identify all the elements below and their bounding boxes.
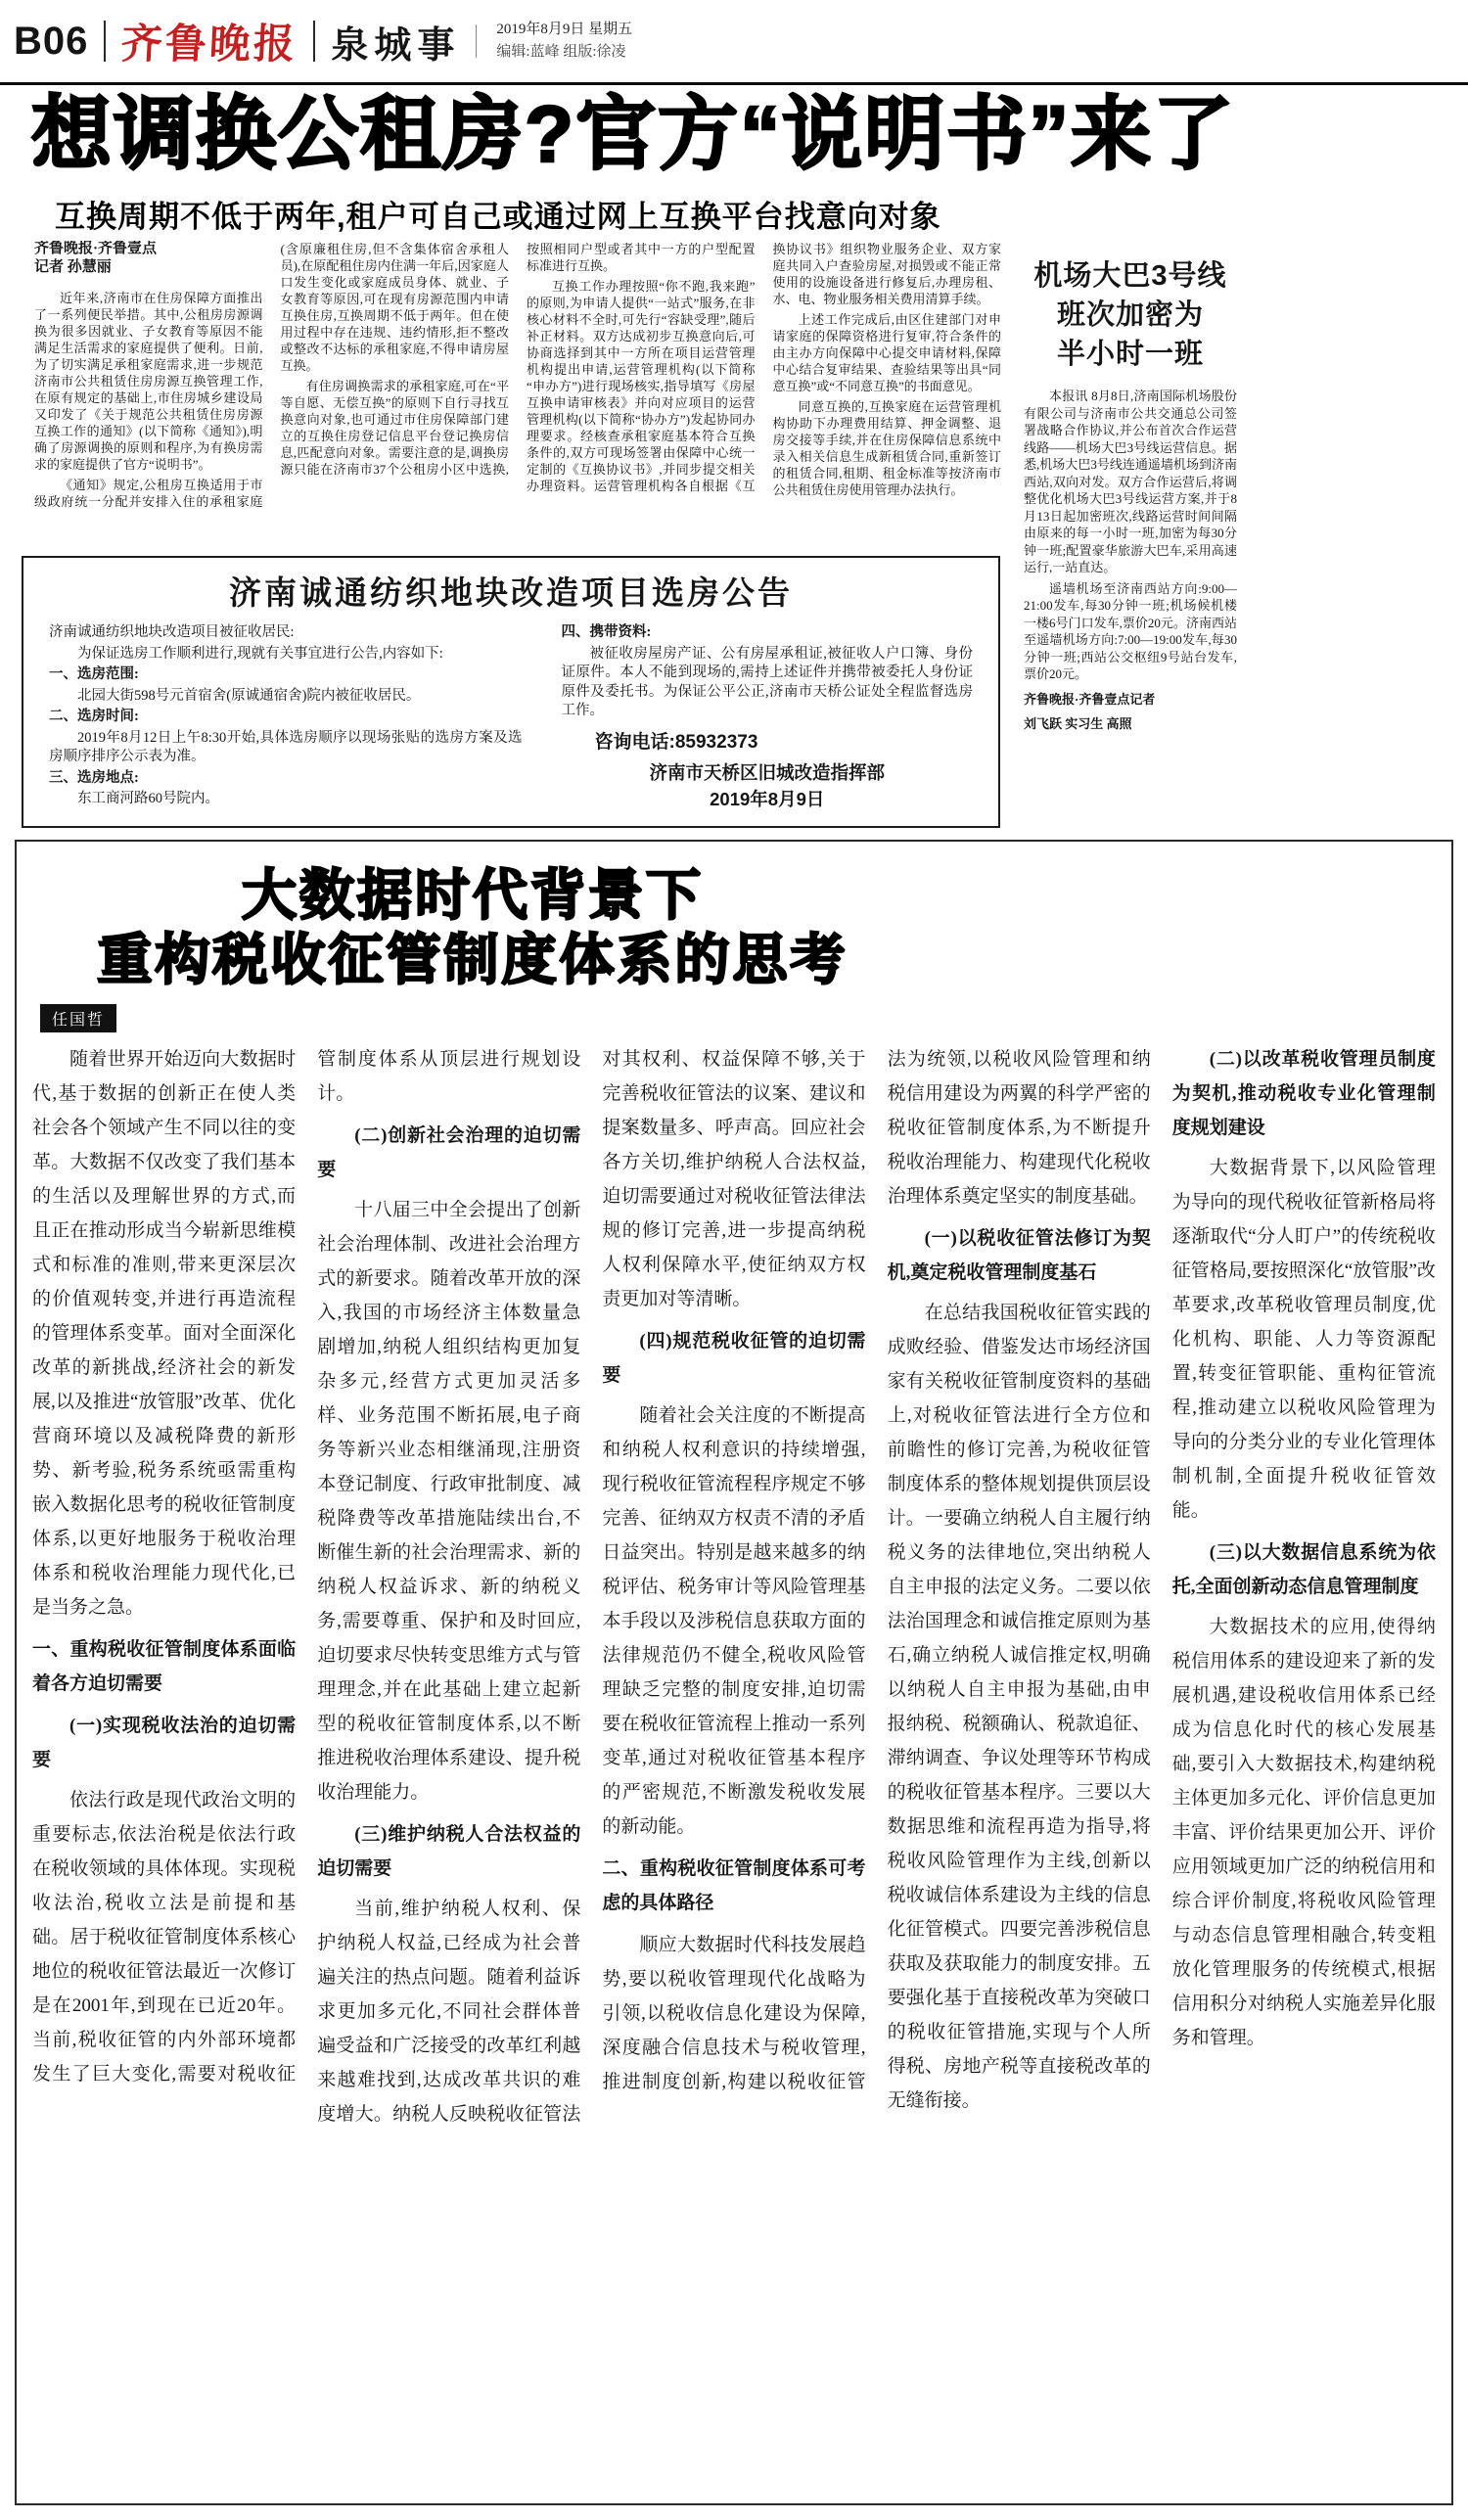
notice-left-column bbox=[49, 623, 523, 812]
lead-article-paragraph: 有住房调换需求的承租家庭,可在“平等自愿、无偿互换”的原则下自行寻找互换意向对象,也可通过市住房保障部门建立的互换住房登记信息平台登记换房信息,匹配意向对象。需要注意的是,调换房源只能在济南市37个公租房小区中选换,按照相同户型或者其中一方的户型配置标准进行互换。 bbox=[280, 242, 756, 477]
essay-paragraph: 随着社会关注度的不断提高和纳税人权利意识的持续增强,现行税收征管流程程序规定不够完善、征纳双方权责不清的矛盾日益突出。特别是越来越多的纳税评估、税务审计等风险管理基本手段以及涉税信息获取方面的法律规范仍不健全,税收风险管理缺乏完整的制度安排,迫切需要在税收征管流程上推动一系列变革,通过对税收征管基本程序的严密规范,不断激发税收发展的新动能。 bbox=[602, 1405, 866, 1837]
masthead-divider-icon bbox=[476, 24, 477, 58]
staff-credits: 编辑:蓝峰 组版:徐凌 bbox=[496, 44, 626, 60]
side-article-paragraph: 刘飞跃 实习生 高照 bbox=[1024, 716, 1132, 731]
essay-paragraph: (四)规范税收征管的迫切需要 bbox=[602, 1331, 866, 1386]
lead-headline: 想调换公租房?官方“说明书”来了 bbox=[31, 90, 1236, 179]
notice-signature-date: 2019年8月9日 bbox=[710, 789, 825, 809]
notice-paragraph: 四、携带资料: bbox=[561, 624, 652, 640]
masthead-rule bbox=[0, 82, 1468, 85]
lead-article-paragraph: 《通知》规定,公租房互换适用于市级政府统一分配并安排入住的承租家庭(含原廉租住房,但不含集体宿舍承租人员),在原配租住房内住满一年后,因家庭人口发生变化或家庭成员身体、就业、子女教育等原因,可在现有房源范围内申请互换住房,互换周期不低于两年。但在使用过程中存在违规、违约情形,拒不整改或整改不达标的承租家庭,不得申请房屋互换。 bbox=[34, 242, 509, 509]
essay-paragraph: 十八届三中全会提出了创新社会治理体制、改进社会治理方式的新要求。随着改革开放的深入,我国的市场经济主体数量急剧增加,纳税人组织结构更加复杂多元,经营方式更加灵活多样、业务范围不断拓展,电子商务等新兴业态相继涌现,注册资本登记制度、行政审批制度、减税降费等改革措施陆续出台,不断催生新的社会治理需求、新的纳税人权益诉求、新的纳税义务,需要尊重、保护和及时回应,迫切要求尽快转变思维方式与管理理念,并在此基础上建立起新型的税收征管制度体系,以不断推进税收治理体系建设、提升税收治理能力。 bbox=[317, 1200, 581, 1803]
lead-article-paragraph: 互换工作办理按照“你不跑,我来跑”的原则,为申请人提供“一站式”服务,在非核心材料不全时,可先行“容缺受理”,随后补正材料。双方达成初步互换意向后,可协商选择到其中一方所在项目运营管理机构提出申请,运营管理机构(以下简称“申办方”)进行现场核实,指导填写《房屋互换申请审核表》并向对应项目的运营管理机构(以下简称“协办方”)发起协同办理要求。经核查承租家庭基本符合互换条件的,双方可现场签署由保障中心统一定制的《互换协议书》,并同步提交相关办理资料。运营管理机构各自根据《互换协议书》组织物业服务企业、双方家庭共同入户查验房屋,对损毁或不能正常使用的设施设备进行修复后,办理房租、水、电、物业服务相关费用清算手续。 bbox=[527, 242, 1001, 493]
essay-paragraph: 顺应大数据时代科技发展趋势,要以税收管理现代化战略为引领,以税收信息化建设为保障,深度融合信息技术与税收管理,推进制度创新,构建以税收征管法为统领,以税收风险管理和纳税信用建设为两翼的科学严密的税收征管制度体系,为不断提升税收治理能力、构建现代化税收治理体系奠定坚实的制度基础。 bbox=[602, 1049, 1151, 2092]
essay-paragraph: (二)以改革税收管理员制度为契机,推动税收专业化管理制度规划建设 bbox=[1171, 1049, 1436, 1138]
masthead-divider-icon bbox=[313, 21, 315, 62]
essay-paragraph: (一)实现税收法治的迫切需要 bbox=[32, 1716, 297, 1770]
lead-article-paragraph: 记者 孙慧丽 bbox=[34, 259, 112, 275]
essay-paragraph: 二、重构税收征管制度体系可考虑的具体路径 bbox=[602, 1858, 866, 1913]
notice-paragraph: 被征收房屋房产证、公有房屋承租证,被征收人户口簿、身份证原件。本人不能到现场的,需持上述证件并携带被委托人身份证原件及委托书。为保证公平公正,济南市天桥公证处全程监督选房工作。 bbox=[561, 645, 973, 718]
notice-paragraph: 三、选房地点: bbox=[49, 769, 139, 786]
masthead-divider-icon bbox=[104, 21, 106, 62]
side-article-body bbox=[1024, 388, 1237, 733]
masthead bbox=[14, 12, 1454, 70]
date-block bbox=[496, 19, 632, 65]
essay-paragraph: 一、重构税收征管制度体系面临着各方迫切需要 bbox=[32, 1639, 297, 1694]
essay-paragraph: (三)维护纳税人合法权益的迫切需要 bbox=[317, 1824, 581, 1879]
notice-paragraph: 为保证选房工作顺利进行,现就有关事宜进行公告,内容如下: bbox=[77, 645, 443, 662]
essay-paragraph: 在总结我国税收征管实践的成败经验、借鉴发达市场经济国家有关税收征管制度资料的基础上,对税收征管法进行全方位和前瞻性的修订完善,为税收征管制度体系的整体规划提供顶层设计。一要确立纳税人自主履行纳税义务的法律地位,突出纳税人自主申报的法定义务。二要以依法治国理念和诚信推定原则为基石,确立纳税人诚信推定权,明确以纳税人自主申报为基础,由申报纳税、税额确认、税款追征、滞纳调查、争议处理等环节构成的税收征管基本程序。三要以大数据思维和流程再造为指导,将税收风险管理作为主线,创新以税收诚信体系建设为主线的信息化征管模式。四要完善涉税信息获取及获取能力的制度安排。五要强化基于直接税改革为突破口的税收征管措施,实现与个人所得税、房地产税等直接税改革的无缝衔接。 bbox=[887, 1303, 1151, 2111]
side-article-paragraph: 齐鲁晚报·齐鲁壹点记者 bbox=[1024, 691, 1156, 707]
essay-paragraph: 随着世界开始迈向大数据时代,基于数据的创新正在使人类社会各个领域产生不同以往的变革。大数据不仅改变了我们基本的生活以及理解世界的方式,而且正在推动形成当今崭新思维模式和标准的准则,带来更深层次的价值观转变,并进行再造流程的管理体系变革。面对全面深化改革的新挑战,经济社会的新发展,以及推进“放管服”改革、优化营商环境以及减税降费的新形势、新考验,税务系统亟需重构嵌入数据化思考的税收征管制度体系,以更好地服务于税收治理体系和税收治理能力现代化,已是当务之急。 bbox=[32, 1049, 297, 1618]
notice-paragraph: 一、选房范围: bbox=[49, 666, 139, 682]
notice-title: 济南诚通纺织地块改造项目选房公告 bbox=[229, 574, 793, 611]
notice-box bbox=[22, 556, 1000, 828]
notice-paragraph: 2019年8月12日上午8:30开始,具体选房顺序以现场张贴的选房方案及选房顺序排序公示表为准。 bbox=[49, 729, 523, 764]
essay-paragraph: (二)创新社会治理的迫切需要 bbox=[317, 1125, 581, 1180]
notice-right-column bbox=[562, 623, 973, 812]
lead-article-paragraph: 同意互换的,互换家庭在运营管理机构协助下办理费用结算、押金调整、退房交接等手续,并在住房保障信息系统中录入相关信息生成新租赁合同,重新签订的租赁合同,租期、租金标准等按济南市公共租赁住房使用管理办法执行。 bbox=[772, 399, 1001, 497]
issue-date: 2019年8月9日 星期五 bbox=[496, 21, 633, 37]
lead-article-body bbox=[34, 241, 1001, 556]
side-article-paragraph: 本报讯 8月8日,济南国际机场股份有限公司与济南市公共交通总公司签署战略合作协议,并公布首次合作运营线路——机场大巴3号线运营信息。据悉,机场大巴3号线连通遥墙机场到济南西站,双向对发。双方合作运营后,将调整优化机场大巴3号线运营方案,并于8月13日起加密班次,线路运营时间间隔由原来的每一小时一班,加密为每30分钟一班;配置豪华旅游大巴车,采用高速运行,一站直达。 bbox=[1024, 389, 1237, 574]
side-article bbox=[1024, 256, 1237, 826]
notice-columns bbox=[49, 623, 973, 812]
essay-paragraph: (一)以税收征管法修订为契机,奠定税收管理制度基石 bbox=[887, 1228, 1151, 1283]
essay-body bbox=[32, 1042, 1436, 2459]
lead-article-paragraph: 齐鲁晚报·齐鲁壹点 bbox=[34, 241, 158, 256]
essay-title-line2: 重构税收征管制度体系的思考 bbox=[97, 929, 849, 990]
lead-subheadline: 互换周期不低于两年,租户可自己或通过网上互换平台找意向对象 bbox=[55, 200, 941, 234]
essay-author-badge: 任国哲 bbox=[40, 1004, 116, 1032]
notice-right-items bbox=[562, 623, 973, 721]
essay-title-block bbox=[32, 863, 913, 992]
page-number: B06 bbox=[14, 19, 89, 63]
notice-paragraph: 北园大街598号元首宿舍(原诚通宿舍)院内被征收居民。 bbox=[77, 687, 421, 704]
notice-paragraph: 二、选房时间: bbox=[49, 709, 139, 724]
essay-paragraph: (三)以大数据信息系统为依托,全面创新动态信息管理制度 bbox=[1171, 1542, 1436, 1597]
side-headline-line: 机场大巴3号线 bbox=[1033, 260, 1227, 292]
notice-signature bbox=[562, 759, 973, 812]
essay-box bbox=[15, 840, 1453, 2505]
essay-paragraph: 大数据技术的应用,使得纳税信用体系的建设迎来了新的发展机遇,建设税收信用体系已经成为信息化时代的核心发展基础,要引入大数据技术,构建纳税主体更加多元化、评价信息更加丰富、评价结果更加公开、评价应用领域更加广泛的纳税信用和综合评价制度,将税收风险管理与动态信息管理相融合,转变粗放化管理服务的传统模式,根据信用积分对纳税人实施差异化服务和管理。 bbox=[1171, 1617, 1436, 2048]
side-article-headline bbox=[1024, 256, 1237, 374]
section-title: 泉城事 bbox=[331, 24, 461, 67]
notice-phone: 咨询电话:85932373 bbox=[594, 731, 758, 753]
notice-signature-org: 济南市天桥区旧城改造指挥部 bbox=[649, 762, 886, 783]
essay-title-line1: 大数据时代背景下 bbox=[242, 864, 704, 926]
notice-paragraph: 东工商河路60号院内。 bbox=[77, 791, 219, 806]
lead-article-paragraph: 上述工作完成后,由区住建部门对申请家庭的保障资格进行复审,符合条件的由主办方向保障中心提交申请材料,保障中心结合复审结果、查验结果等出具“同意互换”或“不同意互换”的书面意见。 bbox=[772, 312, 1001, 393]
essay-paragraph: 当前,维护纳税人权利、保护纳税人权益,已经成为社会普遍关注的热点问题。随着利益诉求更加多元化,不同社会群体普遍受益和广泛接受的改革红利越来越难找到,达成改革共识的难度增大。纳税人反映税收征管法对其权利、权益保障不够,关于完善税收征管法的议案、建议和提案数量多、呼声高。回应社会各方关切,维护纳税人合法权益,迫切需要通过对税收征管法律法规的修订完善,进一步提高纳税人权利保障水平,使征纳双方权责更加对等清晰。 bbox=[317, 1049, 866, 2125]
side-article-paragraph: 遥墙机场至济南西站方向:9:00—21:00发车,每30分钟一班;机场候机楼一楼6号门口发车,票价20元。济南西站至遥墙机场方向:7:00—19:00发车,每30分钟一班;西站公交枢纽9号站台发车,票价20元。 bbox=[1024, 580, 1237, 681]
essay-paragraph: 大数据背景下,以风险管理为导向的现代税收征管新格局将逐渐取代“分人盯户”的传统税收征管格局,要按照深化“放管服”改革要求,改革税收管理员制度,优化机构、职能、人力等资源配置,转变征管职能、重构征管流程,推动建立以税收风险管理为导向的分类分业的专业化管理体制机制,全面提升税收征管效能。 bbox=[1171, 1158, 1436, 1521]
essay-paragraph: 依法行政是现代政治文明的重要标志,依法治税是依法行政在税收领域的具体体现。实现税收法治,税收立法是前提和基础。居于税收征管制度体系核心地位的税收征管法最近一次修订是在2001年,到现在已近20年。当前,税收征管的内外部环境都发生了巨大变化,需要对税收征管制度体系从顶层进行规划设计。 bbox=[32, 1049, 581, 2085]
notice-paragraph: 济南诚通纺织地块改造项目被征收居民: bbox=[49, 624, 295, 640]
side-headline-line: 班次加密为 bbox=[1056, 299, 1204, 331]
side-headline-line: 半小时一班 bbox=[1056, 339, 1204, 370]
paper-logo: 齐鲁晚报 bbox=[119, 20, 299, 68]
lead-article-paragraph: 近年来,济南市在住房保障方面推出了一系列便民举措。其中,公租房房源调换为很多因就业、子女教育等原因不能满足生活需求的家庭提供了便利。日前,为了切实满足承租家庭需求,进一步规范济南市公共租赁住房房源互换管理工作,在原有规定的基础上,市住房城乡建设局又印发了《关于规范公共租赁住房房源互换工作的通知》(以下简称《通知》),明确了房源调换的原则和程序,为有换房需求的家庭提供了官方“说明书”。 bbox=[34, 291, 263, 472]
